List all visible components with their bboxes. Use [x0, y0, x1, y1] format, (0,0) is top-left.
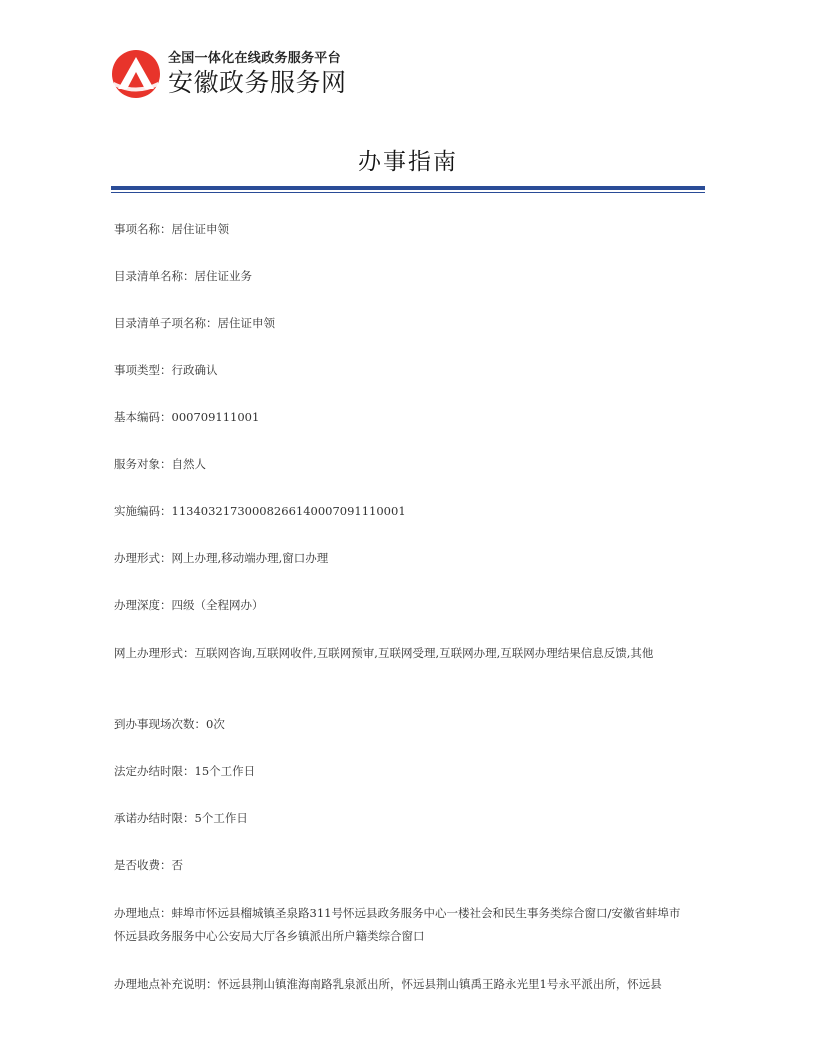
field-value: 怀远县荆山镇淮海南路乳泉派出所，怀远县荆山镇禹王路永光里1号永平派出所，怀远县: [217, 977, 662, 991]
field-value: 互联网咨询,互联网收件,互联网预审,互联网受理,互联网办理,互联网办理结果信息反馈,其他: [194, 646, 654, 660]
field-value: 蚌埠市怀远县榴城镇圣泉路311号怀远县政务服务中心一楼社会和民生事务类综合窗口/安徽省蚌埠市怀远县政务服务中心公安局大厅各乡镇派出所户籍类综合窗口: [114, 906, 681, 943]
field-value: 11340321730008266140007091110001: [171, 504, 406, 518]
field-item-name: 事项名称：居住证申领: [114, 222, 229, 236]
field-label: 基本编码: [114, 410, 160, 424]
field-label: 承诺办结时限: [114, 811, 183, 825]
field-catalog-name: 目录清单名称：居住证业务: [114, 269, 252, 283]
field-label: 办理深度: [114, 598, 160, 612]
field-value: 行政确认: [171, 363, 218, 377]
field-onsite-visits: 到办事现场次数：0次: [114, 717, 225, 731]
field-label: 办理地点: [114, 906, 160, 920]
field-label: 网上办理形式: [114, 646, 183, 660]
field-value: 0次: [206, 717, 225, 731]
field-promised-time-limit: 承诺办结时限：5个工作日: [114, 811, 248, 825]
field-item-type: 事项类型：行政确认: [114, 363, 218, 377]
field-label: 法定办结时限: [114, 764, 183, 778]
field-label: 目录清单子项名称: [114, 316, 206, 330]
field-value: 15个工作日: [194, 764, 256, 778]
field-catalog-subitem: 目录清单子项名称：居住证申领: [114, 316, 275, 330]
field-label: 目录清单名称: [114, 269, 183, 283]
field-label: 服务对象: [114, 457, 160, 471]
field-basic-code: 基本编码：000709111001: [114, 410, 260, 424]
field-legal-time-limit: 法定办结时限：15个工作日: [114, 764, 256, 778]
site-name: 安徽政务服务网: [168, 67, 347, 97]
field-value: 居住证业务: [194, 269, 252, 283]
field-label: 是否收费: [114, 858, 160, 872]
field-value: 四级（全程网办）: [171, 598, 264, 612]
field-location-supplement: 办理地点补充说明：怀远县荆山镇淮海南路乳泉派出所，怀远县荆山镇禹王路永光里1号永平派出所，怀远县: [114, 977, 662, 991]
platform-line: 全国一体化在线政务服务平台: [168, 50, 341, 66]
site-header: [111, 48, 347, 100]
field-fee-charged: 是否收费：否: [114, 858, 183, 872]
anhui-gov-logo-icon: [111, 49, 161, 99]
field-label: 事项类型: [114, 363, 160, 377]
field-label: 办理形式: [114, 551, 160, 565]
field-value: 自然人: [171, 457, 206, 471]
title-rule-thick: [111, 186, 705, 190]
field-label: 办理地点补充说明: [114, 977, 206, 991]
page-title: 办事指南: [358, 149, 458, 175]
field-value: 5个工作日: [194, 811, 248, 825]
field-label: 实施编码: [114, 504, 160, 518]
brand-text: [168, 51, 347, 98]
field-service-target: 服务对象：自然人: [114, 457, 206, 471]
field-online-handling-form: 网上办理形式：互联网咨询,互联网收件,互联网预审,互联网受理,互联网办理,互联网办理结果信息反馈,其他: [114, 646, 654, 660]
field-handling-location: 办理地点：蚌埠市怀远县榴城镇圣泉路311号怀远县政务服务中心一楼社会和民生事务类综合窗口/安徽省蚌埠市怀远县政务服务中心公安局大厅各乡镇派出所户籍类综合窗口: [114, 906, 681, 943]
field-value: 网上办理,移动端办理,窗口办理: [171, 551, 329, 565]
field-value: 否: [171, 858, 183, 872]
field-implementation-code: 实施编码：11340321730008266140007091110001: [114, 504, 406, 518]
field-value: 居住证申领: [171, 222, 229, 236]
field-value: 000709111001: [171, 410, 260, 424]
field-label: 事项名称: [114, 222, 160, 236]
field-value: 居住证申领: [217, 316, 275, 330]
field-handling-depth: 办理深度：四级（全程网办）: [114, 598, 264, 612]
title-rule-thin: [111, 192, 705, 193]
field-handling-form: 办理形式：网上办理,移动端办理,窗口办理: [114, 551, 329, 565]
field-label: 到办事现场次数: [114, 717, 195, 731]
